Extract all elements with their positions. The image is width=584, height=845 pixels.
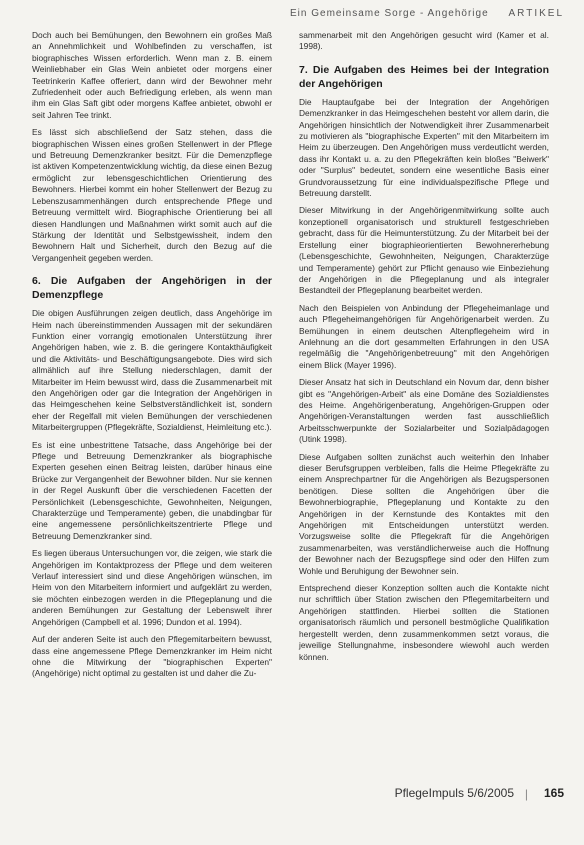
section-label: ARTIKEL — [508, 8, 564, 19]
page-number: 165 — [543, 786, 564, 800]
running-header — [290, 8, 564, 22]
running-title: Ein Gemeinsame Sorge - Angehörige — [290, 8, 489, 19]
paragraph: Es liegen überaus Untersuchungen vor, die zeigen, wie stark die Angehörigen im Kontaktprozess der Pflege und dem weiteren Verlauf interessiert sind und diese Angehörigen wünschen, im Heim von den Mitarbeitern informiert und aufgeklärt zu werden, sie möchten einbezogen werden in die Pflegeplanung und die anderen Bemühungen zur Gestaltung der Lebenswelt ihrer Angehörigen (Campbell et al. 1996; Dundon et al. 1994). — [32, 548, 272, 627]
paragraph: Nach den Beispielen von Anbindung der Pflegeheimanlage und auch Pflegeheimangehörigen für Angehörigenarbeit werden. Zu Bemühungen in einem deutschen Altenpflegeheim wird in Anlehnung an die dort gesammelten Erfahrungen in den USA regelmäßig die "Angehörigenbetreuung" mit den Angehörigen einem Blick (Mayer 1996). — [299, 302, 549, 370]
paragraph: Es lässt sich abschließend der Satz stehen, dass die biographischen Wissen eines großen Stellenwert in der Pflege und Betreuung Demenzkranker besitzt. Für die Demenzpflege ist aktiven Kompetenzentwicklung wichtig, da diese einen Bezug ermöglicht zur lebensgeschichtlichen Orientierung des Bewohners. Hierbei kommt ein hoher Stellenwert der Bezug zu Lebenszusammenhängen durch entsprechende Pflege und Betreuung vermittelt wird. Biographische Orientierung bei all diesen Handlungen und Maßnahmen wirkt somit auch auf die Stärkung der Identität und Selbstgewissheit, indem den Bewohnern Halt und Sicherheit, durch den Bezug auf die Vergangenheit gegeben werden. — [32, 127, 272, 263]
paragraph: Die obigen Ausführungen zeigen deutlich, dass Angehörige im Heim nach übereinstimmenden Aussagen mit der sekundären Funktion einer vorrangig emotionalen Unterstützung ihrer Angehörigen haben, wie z. B. die geringere Kontakthäufigkeit und die Aktivitäts- und Beschäftigungsangebote. Dies wird sich allmählich auf ihre Stellung niederschlagen, damit der Mitarbeiter im Heim bewusst wird, dass die Zusammenarbeit mit den Angehörigen oder gar die Integration der Angehörigen in das Heimgeschehen keine Selbstverständlichkeit ist, sondern eher der Regelfall mit vielen Bemühungen der verschiedenen Mitarbeitergruppen (Pflegekräfte, Sozialdienst, Heimleitung etc.). — [32, 308, 272, 433]
paragraph: Entsprechend dieser Konzeption sollten auch die Kontakte nicht nur schriftlich über Station zwischen den Pflegemitarbeitern und Angehörigen stattfinden. Hierbei sollten die Stationen organisatorisch räumlich und personell bestmögliche Qualifikation hergestellt werden, denn zusammenkommen setzt voraus, die jeweilige Stellungnahme, insbesondere wiewohl auch werden können. — [299, 583, 549, 662]
right-column — [299, 30, 549, 669]
footer-separator: | — [524, 787, 528, 801]
section-heading: 6. Die Aufgaben der Angehörigen in der Demenzpflege — [32, 275, 272, 302]
section-heading: 7. Die Aufgaben des Heimes bei der Integration der Angehörigen — [299, 63, 549, 90]
paragraph: Es ist eine unbestrittene Tatsache, dass Angehörige bei der Pflege und Betreuung Demenzkranker als biographische Experten gesehen einen Beitrag leisten, darüber hinaus eine Brücke zur Vergangenheit der Bewohner bilden. Nur sie kennen in der Regel Auskunft über die verschiedenen Facetten der Persönlichkeit (Lebensgeschichte, Gewohnheiten, Neigungen, Charakterzüge und Temperamente) geben, die unabdingbar für eine angemessene persönlichkeitszentrierte Pflege und Betreuung Demenzkranker sind. — [32, 439, 272, 541]
paragraph: sammenarbeit mit den Angehörigen gesucht wird (Kamer et al. 1998). — [299, 30, 549, 52]
paragraph: Dieser Mitwirkung in der Angehörigenmitwirkung sollte auch konzeptionell organisatorisch und strukturell festgeschrieben gebracht, dass für die Heimunterstützung. Zu der Mitarbeit bei der Erstellung einer biographieorientierten Bewohnererhebung (Lebensgeschichte, Gewohnheiten, Neigungen, Charakterzüge und Temperamente) gehört zur Pflicht genauso wie Einbeziehung der Angehörigen in die Pflegeplanung und als integraler Bestandteil der Pflegeplanung bearbeitet werden. — [299, 205, 549, 296]
left-column — [32, 30, 272, 686]
paragraph: Diese Aufgaben sollten zunächst auch weiterhin den Inhaber dieser Berufsgruppen verbleiben, falls die Heime Pflegekräfte zu einem Ansprechpartner für die Angehörigen als Bezugspersonen benötigen. Diese sollten die Angehörigen über die Bewohnerbiographie, Pflegeplanung und Kontakte zu den Angehörigen in der Kernstunde des Kontaktes mit den Angehörigen mit Entscheidungen unterstützt werden. Vorzugsweise sollte die Pflegekraft für die Angehörigen zusammenarbeiten, was verständlicherweise auch die Hoffnung der Bewohner nach der Bezugspflege sind oder den Hilfen zum Wohle und Beruhigung der Bewohner sein. — [299, 451, 549, 576]
paragraph: Auf der anderen Seite ist auch den Pflegemitarbeitern bewusst, dass eine angemessene Pflege Demenzkranker im Heim nicht ohne die Mitwirkung der "biographischen Experten" (Angehörige) nicht optimal zu gestalten ist und daher die Zu- — [32, 634, 272, 679]
paragraph: Dieser Ansatz hat sich in Deutschland ein Novum dar, denn bisher gibt es "Angehörigen-Arbeit" als eine Domäne des Sozialdienstes des Heime. Angehörigenberatung, Angehörigen-Gruppen oder Angehörigen-Veranstaltungen werden fast ausschließlich Arbeitsschwerpunkte der Sozialarbeiter und Sozialpädagogen (Utink 1998). — [299, 377, 549, 445]
paragraph: Doch auch bei Bemühungen, den Bewohnern ein großes Maß an Annehmlichkeit und Wohlbefinden zu verschaffen, ist biographisches Wissen erforderlich. Wenn man z. B. einem Weinliebhaber ein Glas Wein anbietet oder morgens einer Teetrinkerin Kaffee offeriert, dann wird der Bewohner mehr Zufriedenheit oder auch Befriedigung erleben, als wenn man ihm ein Glas Saft gibt oder morgens Kaffee anbietet, obwohl er seit Jahren Tee trinkt. — [32, 30, 272, 120]
page-footer — [284, 786, 564, 806]
journal-name: PflegeImpuls 5/6/2005 — [394, 786, 514, 800]
paragraph: Die Hauptaufgabe bei der Integration der Angehörigen Demenzkranker in das Heimgeschehen besteht vor allem darin, die Angehörigen hinsichtlich der Notwendigkeit ihrer Zusammenarbeit zu motivieren als "biographische Experten" mit den Mitarbeitern im Heim zu überzeugen. Den Angehörigen muss verdeutlicht werden, dass ihr Kontakt u. a. zu den Pflegekräften kein bloßes "Beiwerk" oder "Surplus" bedeutet, sondern eine wesentliche Basis einer Grundvoraussetzung für eine individualspezifische Pflege und Betreuung darstellt. — [299, 96, 549, 199]
